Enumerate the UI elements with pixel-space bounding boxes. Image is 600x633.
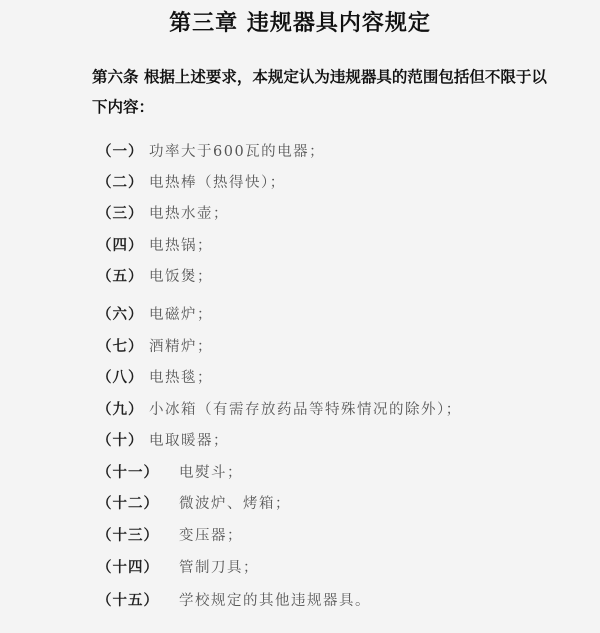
list-item-number: （六） — [97, 307, 144, 323]
list-item-text: 小冰箱（有需存放药品等特殊情况的除外）； — [149, 402, 462, 418]
list-item-number: （十四） — [97, 560, 159, 576]
list-item-number: （七） — [97, 339, 144, 355]
list-item-text: 微波炉、烤箱； — [179, 496, 291, 512]
list-item-text: 电热毯； — [149, 370, 213, 386]
list-item-text: 管制刀具； — [179, 560, 259, 576]
list-item-text: 电饭煲； — [149, 269, 213, 285]
list-item-number: （三） — [97, 206, 144, 222]
list-item-number: （十三） — [97, 528, 159, 544]
list-item-text: 电磁炉； — [149, 307, 213, 323]
list-item-text: 学校规定的其他违规器具。 — [179, 593, 371, 609]
list-item-number: （五） — [97, 269, 144, 285]
list-item-text: 电热棒（热得快）； — [149, 175, 286, 191]
list-item-text: 功率大于600瓦的电器； — [149, 144, 326, 160]
list-item-number: （一） — [97, 144, 144, 160]
list-item-text: 电热水壶； — [149, 206, 229, 222]
list-item-number: （四） — [97, 238, 144, 254]
list-item-number: （九） — [97, 402, 144, 418]
list-item-number: （十一） — [97, 465, 159, 481]
list-item-text: 变压器； — [179, 528, 243, 544]
list-item-text: 电热锅； — [149, 238, 213, 254]
article-paragraph: 第六条 根据上述要求，本规定认为违规器具的范围包括但不限于以下内容： — [92, 68, 547, 116]
list-item-number: （二） — [97, 175, 144, 191]
list-item-text: 电取暖器； — [149, 433, 229, 449]
list-item-number: （十） — [97, 433, 144, 449]
chapter-title: 第三章 违规器具内容规定 — [169, 11, 431, 36]
list-item-number: （十二） — [97, 496, 159, 512]
list-item-number: （十五） — [97, 593, 159, 609]
list-item-number: （八） — [97, 370, 144, 386]
list-item-text: 酒精炉； — [149, 339, 213, 355]
list-item-text: 电熨斗； — [179, 465, 243, 481]
